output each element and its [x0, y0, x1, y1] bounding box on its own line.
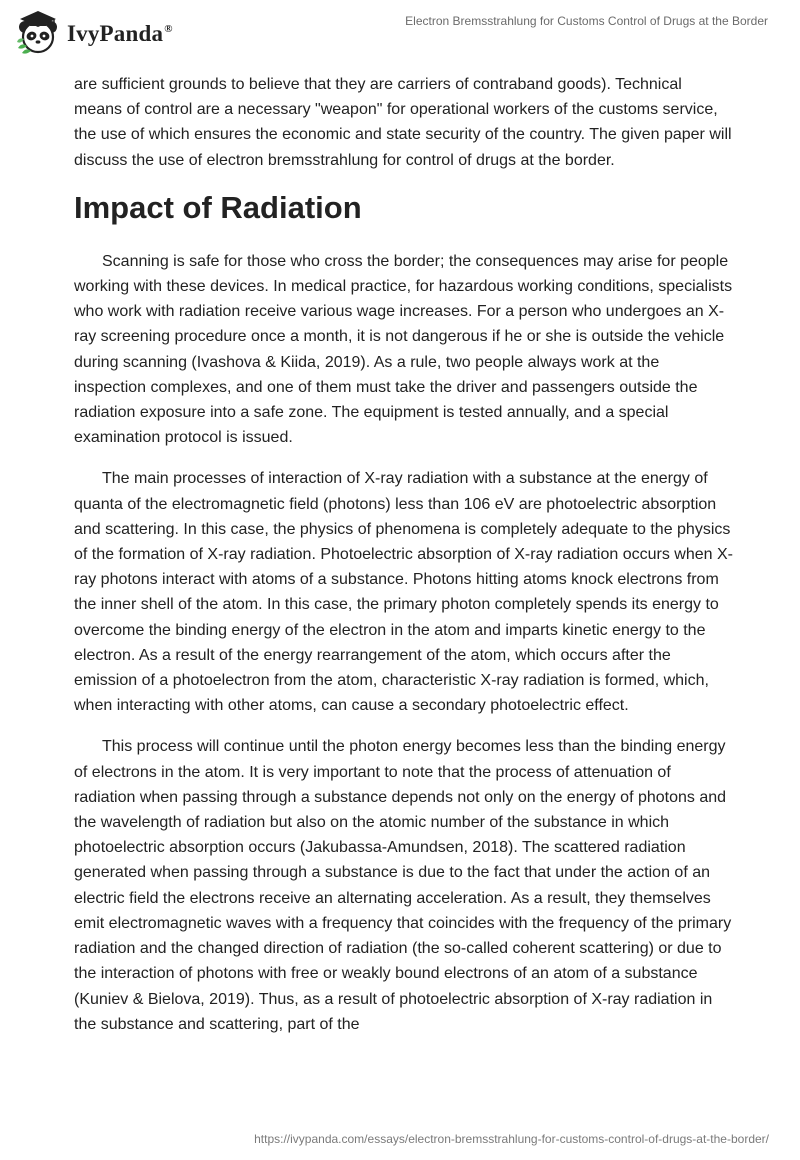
brand-name: IvyPanda®: [67, 21, 173, 46]
intro-paragraph: are sufficient grounds to believe that they are carriers of contraband goods). Technical means of control are a necessary "weapon" for operational workers of the customs service, the use of which ensures the economic and state security of the country. The given paper will discuss the use of electron bremsstrahlung for control of drugs at the border.: [74, 76, 732, 169]
registered-mark: ®: [164, 23, 173, 35]
document-title: Electron Bremsstrahlung for Customs Control of Drugs at the Border: [405, 14, 768, 28]
article-body: [74, 72, 734, 1053]
source-url[interactable]: https://ivypanda.com/essays/electron-bremsstrahlung-for-customs-control-of-drugs-at-the-border/: [254, 1132, 769, 1146]
section-heading: Impact of Radiation: [74, 189, 362, 225]
body-paragraph-3: This process will continue until the photon energy becomes less than the binding energy of electrons in the atom. It is very important to note that the process of attenuation of radiation when passing through a substance depends not only on the energy of photons and the wavelength of radiation but also on the atomic number of the substance in which photoelectric absorption occurs (Jakubassa-Amundsen, 2018). The scattered radiation generated when passing through a substance is due to the fact that under the action of an electric field the electrons receive an alternating acceleration. As a result, they themselves emit electromagnetic waves with a frequency that coincides with the frequency of the primary radiation and the changed direction of radiation (the so-called coherent scattering) or due to the interaction of photons with free or weakly bound electrons of an atom of a substance (Kuniev & Bielova, 2019). Thus, as a result of photoelectric absorption of X-ray radiation in the substance and scattering, part of the: [74, 738, 732, 1033]
page-header: [0, 0, 800, 62]
ivypanda-logo[interactable]: [14, 8, 173, 56]
panda-graduate-icon: [14, 8, 62, 56]
body-paragraph-1: Scanning is safe for those who cross the border; the consequences may arise for people working with these devices. In medical practice, for hazardous working conditions, specialists who work with radiation receive various wage increases. For a person who undergoes an X-ray screening procedure once a month, it is not dangerous if he or she is outside the vehicle during scanning (Ivashova & Kiida, 2019). As a rule, two people always work at the inspection complexes, and one of them must take the driver and passengers outside the radiation exposure into a safe zone. The equipment is tested annually, and a special examination protocol is issued.: [74, 252, 733, 447]
body-paragraph-2: The main processes of interaction of X-ray radiation with a substance at the energy of quanta of the electromagnetic field (photons) less than 106 eV are photoelectric absorption and scattering. In this case, the physics of phenomena is completely adequate to the physics of the formation of X-ray radiation. Photoelectric absorption of X-ray radiation occurs when X-ray photons interact with atoms of a substance. Photons hitting atoms knock electrons from the inner shell of the atom. In this case, the primary photon completely spends its energy to overcome the binding energy of the electron in the atom and imparts kinetic energy to the electron. As a result of the energy rearrangement of the atom, which occurs after the emission of a photoelectron from the atom, characteristic X-ray radiation is formed, which, when interacting with other atoms, can cause a secondary photoelectric effect.: [74, 470, 733, 715]
